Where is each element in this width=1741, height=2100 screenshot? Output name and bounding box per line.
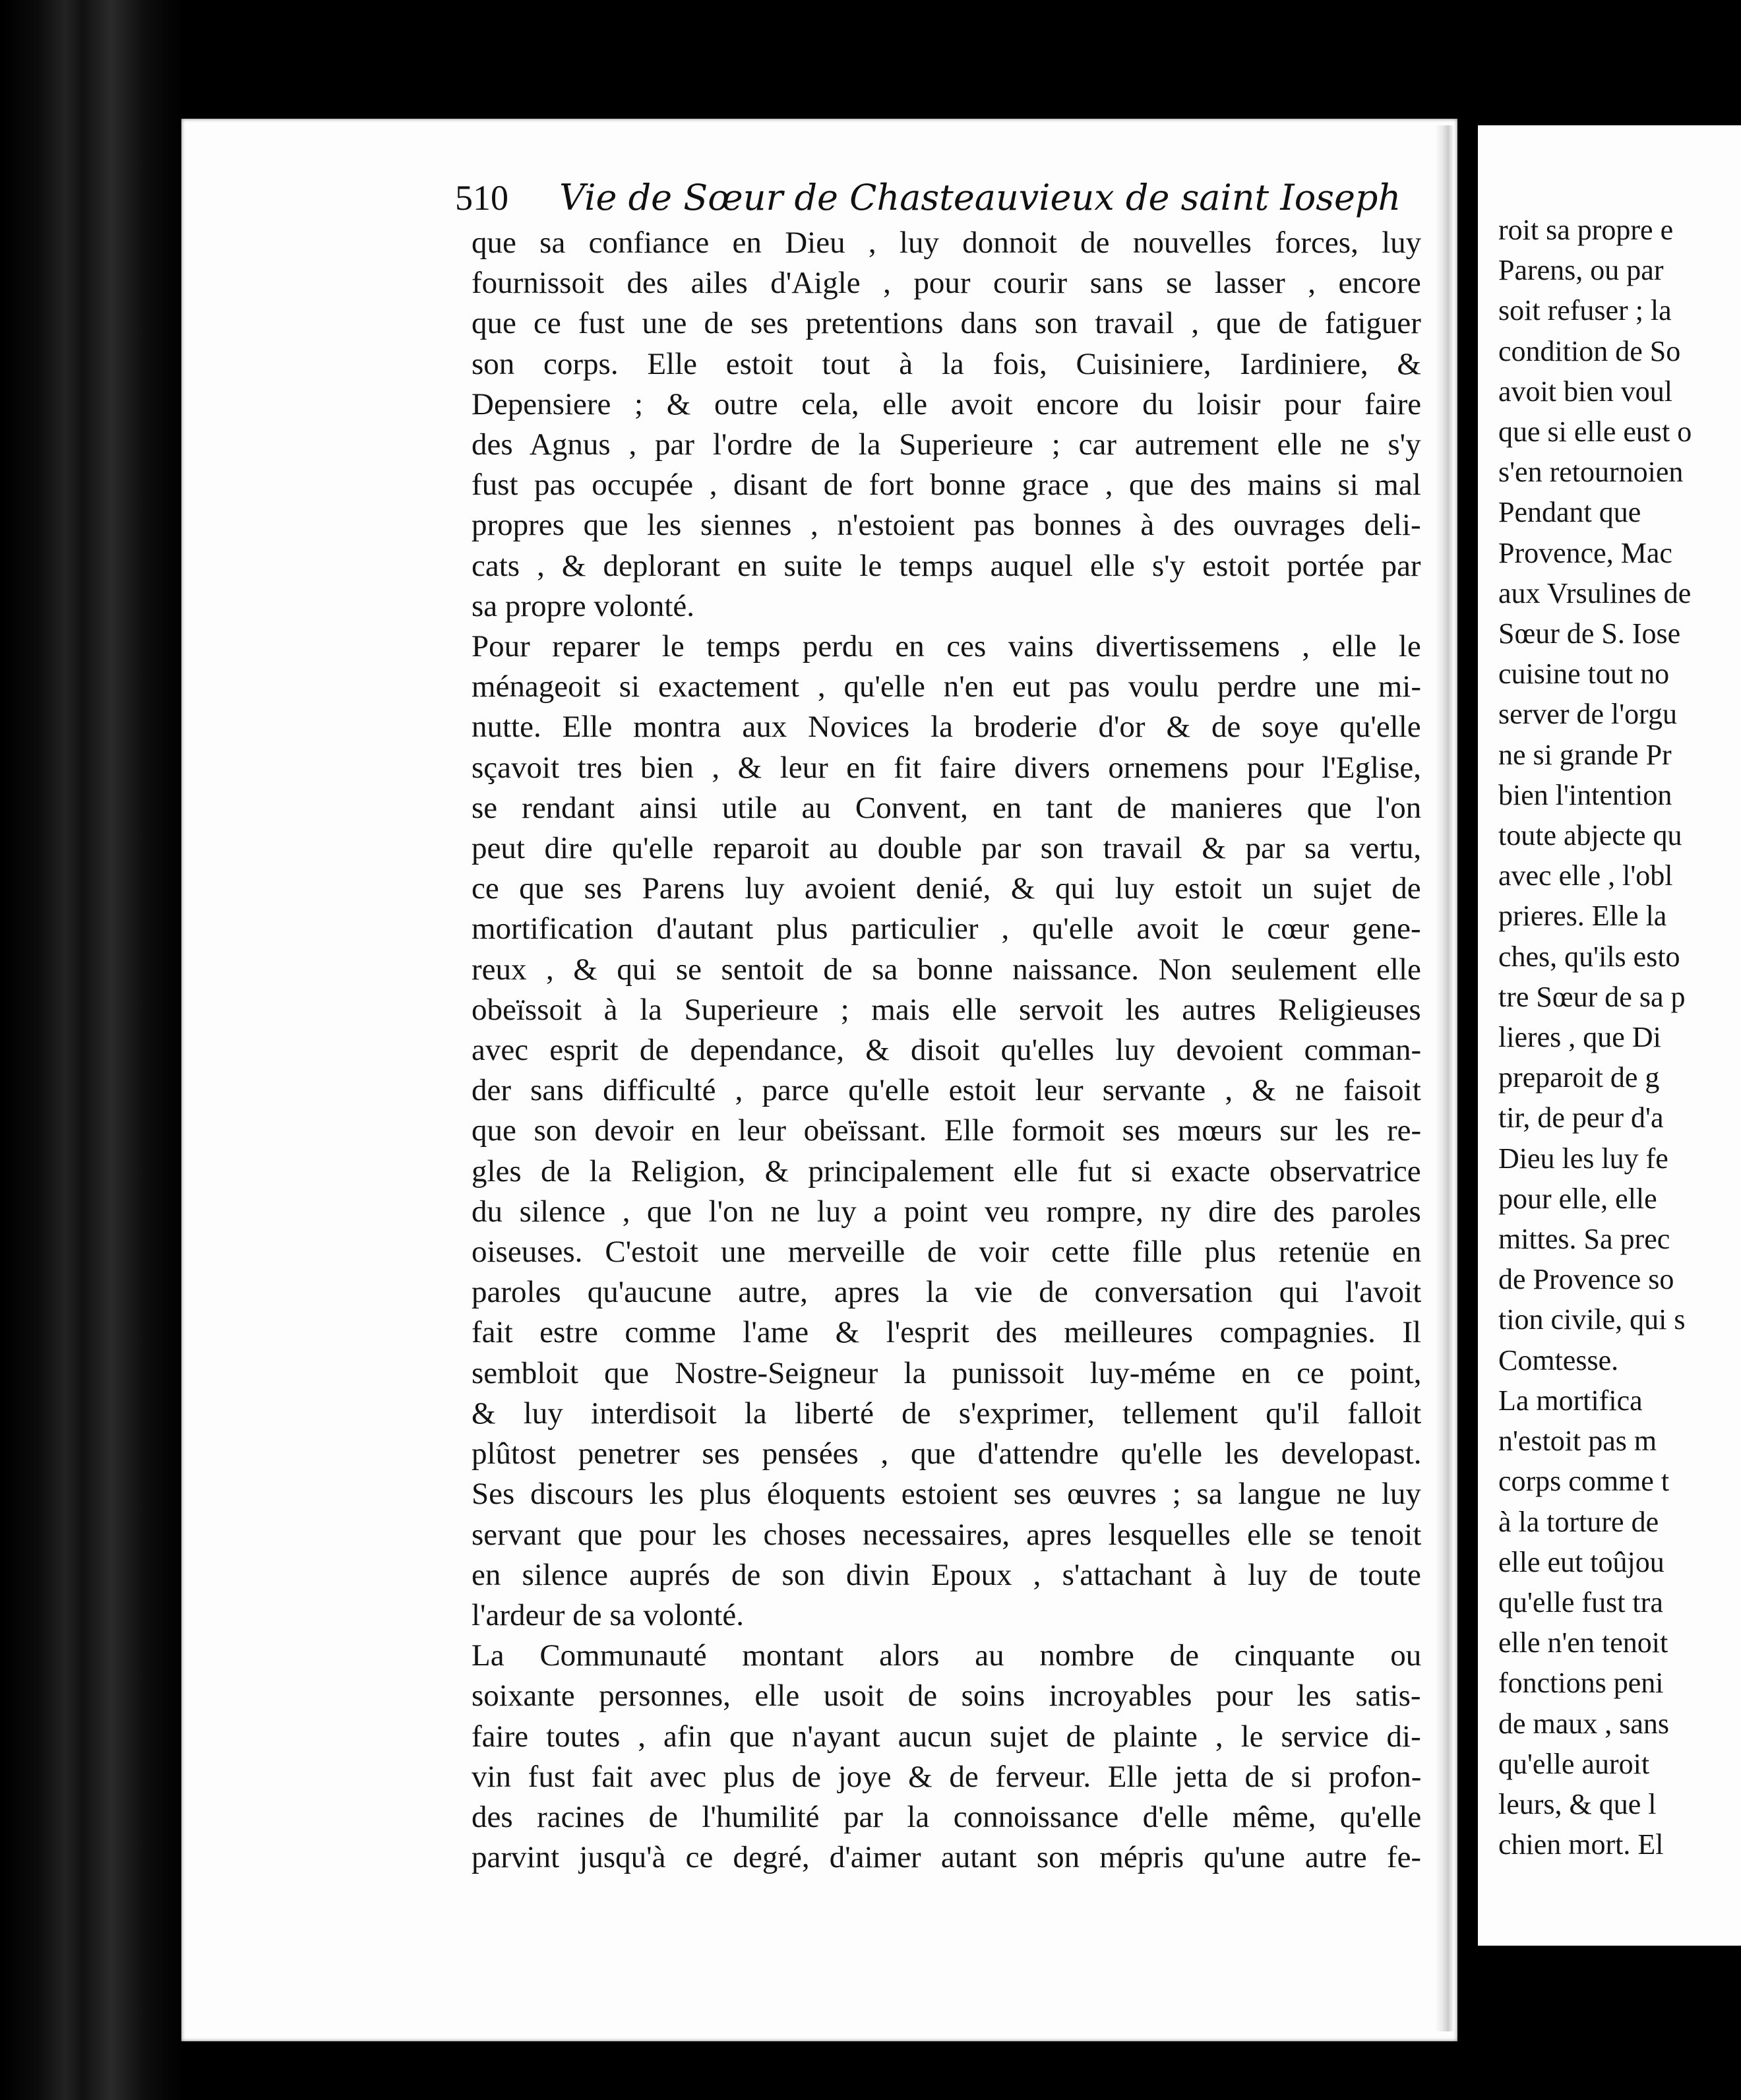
text-line: Pendant que xyxy=(1498,496,1641,529)
text-line: Parens, ou par xyxy=(1498,254,1664,287)
text-line: à la torture de xyxy=(1498,1505,1659,1538)
book-spine xyxy=(0,0,185,2100)
text-line: qu'elle auroit xyxy=(1498,1747,1650,1780)
text-line: ches, qu'ils esto xyxy=(1498,940,1680,973)
text-line: avec esprit de dependance, & disoit qu'elles luy devoient comman- xyxy=(472,1033,1421,1068)
text-line: aux Vrsulines de xyxy=(1498,576,1692,609)
text-line: faire toutes , afin que n'ayant aucun sujet de plainte , le service di- xyxy=(472,1719,1421,1754)
text-line: fournissoit des ailes d'Aigle , pour courir sans se lasser , encore xyxy=(472,266,1421,301)
text-line: que ce fust une de ses pretentions dans son travail , que de fatiguer xyxy=(472,306,1421,341)
text-line: ménageoit si exactement , qu'elle n'en eut pas voulu perdre une mi- xyxy=(472,669,1421,704)
text-line: cats , & deplorant en suite le temps auquel elle s'y estoit portée par xyxy=(472,548,1421,583)
text-line: pour elle, elle xyxy=(1498,1182,1657,1215)
text-line: Sœur de S. Iose xyxy=(1498,617,1681,650)
text-line: roit sa propre e xyxy=(1498,214,1674,246)
text-line: server de l'orgu xyxy=(1498,698,1678,731)
text-line: avoit bien voul xyxy=(1498,375,1672,408)
text-line: sçavoit tres bien , & leur en fit faire divers ornemens pour l'Eglise, xyxy=(472,750,1421,785)
text-line: que son devoir en leur obeïssant. Elle formoit ses mœurs sur les re- xyxy=(472,1113,1421,1148)
left-page-text xyxy=(472,223,1421,1878)
text-line: der sans difficulté , parce qu'elle estoit leur servante , & ne faisoit xyxy=(472,1073,1421,1108)
text-line: mortification d'autant plus particulier , qu'elle avoit le cœur gene- xyxy=(472,911,1421,946)
text-line: condition de So xyxy=(1498,334,1681,367)
text-line: Comtesse. xyxy=(1498,1343,1619,1376)
text-line: cuisine tout no xyxy=(1498,658,1670,691)
text-line: du silence , que l'on ne luy a point veu rompre, ny dire des paroles xyxy=(472,1194,1421,1229)
right-page-text xyxy=(1498,210,1741,1865)
running-title: Vie de Sœur de Chasteauvieux de saint Ioseph xyxy=(559,177,1401,218)
text-line: fonctions peni xyxy=(1498,1667,1664,1700)
text-line: sembloit que Nostre-Seigneur la punissoit luy-méme en ce point, xyxy=(472,1355,1421,1390)
text-line: en silence auprés de son divin Epoux , s'attachant à luy de toute xyxy=(472,1557,1421,1592)
text-line: lieres , que Di xyxy=(1498,1021,1661,1054)
text-line: de Provence so xyxy=(1498,1263,1674,1296)
text-line: soixante personnes, elle usoit de soins incroyables pour les satis- xyxy=(472,1679,1421,1714)
text-line: tion civile, qui s xyxy=(1498,1303,1686,1336)
text-line: que si elle eust o xyxy=(1498,416,1692,448)
text-line: sa propre volonté. xyxy=(472,588,695,623)
text-line: Dieu les luy fe xyxy=(1498,1142,1668,1175)
text-line: Pour reparer le temps perdu en ces vains divertissemens , elle le xyxy=(472,629,1421,664)
page-header xyxy=(455,177,1401,223)
text-line: de maux , sans xyxy=(1498,1707,1670,1740)
text-line: paroles qu'aucune autre, apres la vie de conversation qui l'avoit xyxy=(472,1275,1421,1310)
text-line: oiseuses. C'estoit une merveille de voir cette fille plus retenüe en xyxy=(472,1235,1421,1270)
text-line: fust pas occupée , disant de fort bonne grace , que des mains si mal xyxy=(472,468,1421,503)
text-line: La Communauté montant alors au nombre de cinquante ou xyxy=(472,1638,1421,1673)
text-line: son corps. Elle estoit tout à la fois, Cuisiniere, Iardiniere, & xyxy=(472,346,1421,381)
text-line: soit refuser ; la xyxy=(1498,294,1672,327)
text-line: parvint jusqu'à ce degré, d'aimer autant son mépris qu'une autre fe- xyxy=(472,1840,1421,1875)
text-line: & luy interdisoit la liberté de s'exprimer, tellement qu'il falloit xyxy=(472,1396,1421,1431)
text-line: l'ardeur de sa volonté. xyxy=(472,1597,745,1632)
text-line: elle eut toûjou xyxy=(1498,1545,1665,1578)
text-line: preparoit de g xyxy=(1498,1061,1660,1094)
text-line: toute abjecte qu xyxy=(1498,819,1682,852)
text-line: corps comme t xyxy=(1498,1465,1670,1498)
text-line: prieres. Elle la xyxy=(1498,900,1667,933)
text-line: que sa confiance en Dieu , luy donnoit de nouvelles forces, luy xyxy=(472,226,1421,260)
text-line: elle n'en tenoit xyxy=(1498,1626,1668,1659)
text-line: obeïssoit à la Superieure ; mais elle servoit les autres Religieuses xyxy=(472,992,1421,1027)
text-line: fait estre comme l'ame & l'esprit des meilleures compagnies. Il xyxy=(472,1315,1421,1350)
text-line: propres que les siennes , n'estoient pas bonnes à des ouvrages deli- xyxy=(472,508,1421,543)
text-line: Ses discours les plus éloquents estoient ses œuvres ; sa langue ne luy xyxy=(472,1477,1421,1512)
text-line: peut dire qu'elle reparoit au double par son travail & par sa vertu, xyxy=(472,831,1421,866)
text-line: plûtost penetrer ses pensées , que d'attendre qu'elle les developast. xyxy=(472,1436,1421,1471)
text-line: Provence, Mac xyxy=(1498,536,1672,569)
text-line: servant que pour les choses necessaires, apres lesquelles elle se tenoit xyxy=(472,1517,1421,1552)
text-line: La mortifica xyxy=(1498,1384,1643,1417)
page-number: 510 xyxy=(455,178,508,218)
text-line: nutte. Elle montra aux Novices la broderie d'or & de soye qu'elle xyxy=(472,710,1421,745)
text-line: n'estoit pas m xyxy=(1498,1425,1657,1458)
text-line: des racines de l'humilité par la connoissance d'elle même, qu'elle xyxy=(472,1799,1421,1834)
text-line: Depensiere ; & outre cela, elle avoit encore du loisir pour faire xyxy=(472,386,1421,421)
text-line: s'en retournoien xyxy=(1498,456,1684,489)
text-line: leurs, & que l xyxy=(1498,1787,1657,1820)
text-line: se rendant ainsi utile au Convent, en tant de manieres que l'on xyxy=(472,790,1421,825)
text-line: qu'elle fust tra xyxy=(1498,1586,1663,1619)
text-line: avec elle , l'obl xyxy=(1498,859,1673,892)
text-line: ce que ses Parens luy avoient denié, & qui luy estoit un sujet de xyxy=(472,871,1421,906)
text-line: mittes. Sa prec xyxy=(1498,1223,1670,1256)
page-gutter xyxy=(1434,125,1454,2031)
text-line: reux , & qui se sentoit de sa bonne naissance. Non seulement elle xyxy=(472,952,1421,987)
text-line: chien mort. El xyxy=(1498,1828,1664,1861)
text-line: tir, de peur d'a xyxy=(1498,1101,1664,1134)
text-line: des Agnus , par l'ordre de la Superieure ; car autrement elle ne s'y xyxy=(472,427,1421,462)
text-line: gles de la Religion, & principalement elle fut si exacte observatrice xyxy=(472,1154,1421,1189)
text-line: ne si grande Pr xyxy=(1498,738,1672,771)
text-line: tre Sœur de sa p xyxy=(1498,980,1686,1013)
text-line: bien l'intention xyxy=(1498,778,1672,811)
text-line: vin fust fait avec plus de joye & de ferveur. Elle jetta de si profon- xyxy=(472,1759,1421,1794)
